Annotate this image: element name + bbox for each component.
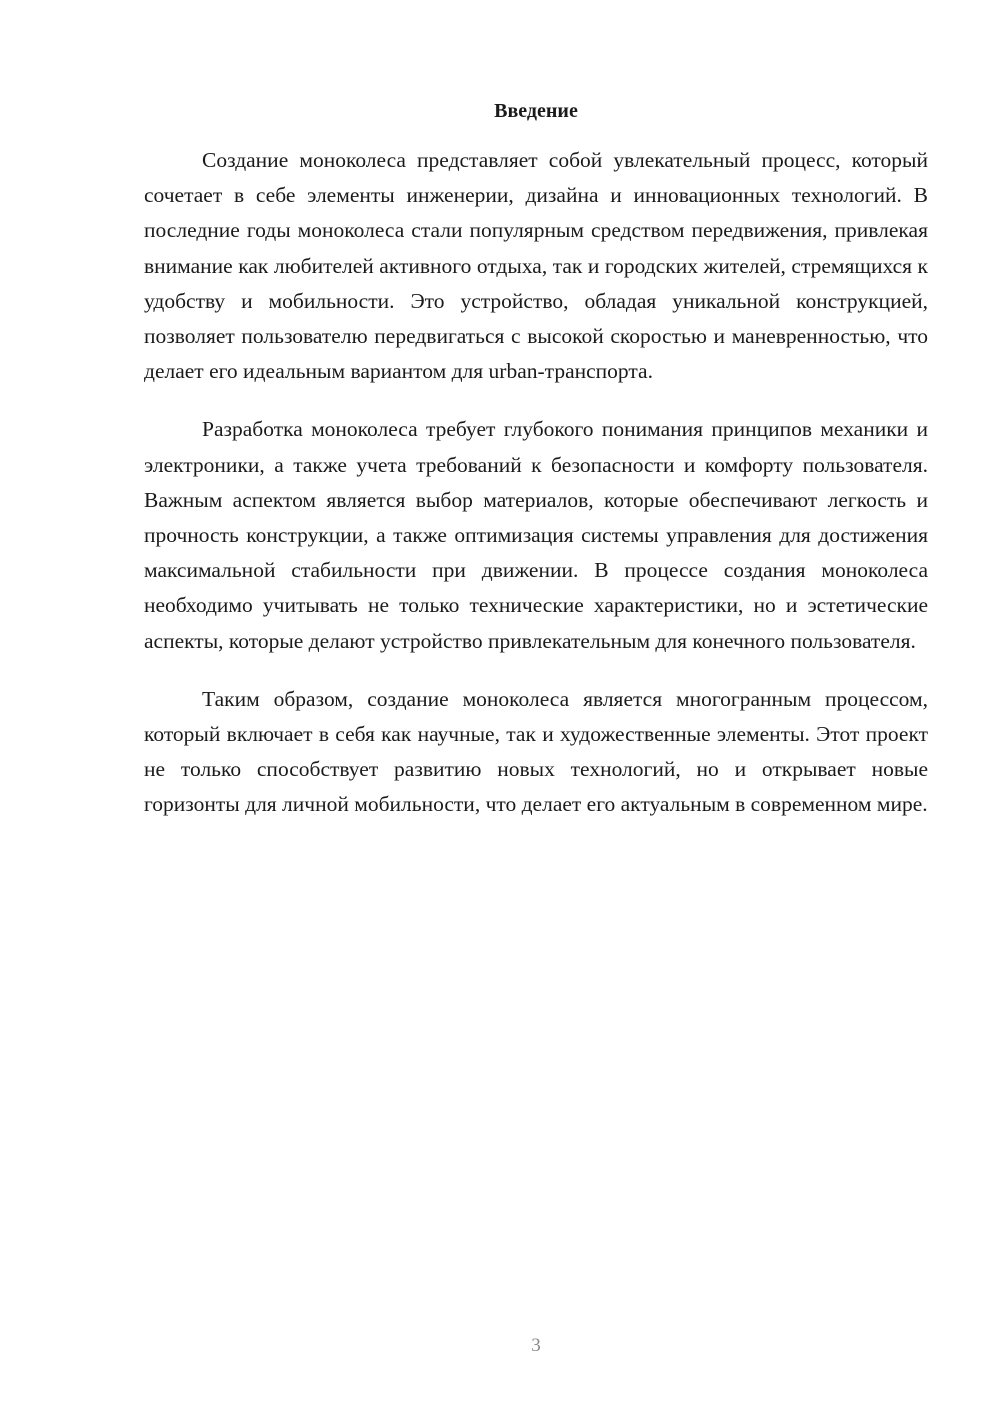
body-text (144, 143, 928, 846)
paragraph-1: Создание моноколеса представляет собой увлекательный процесс, который сочетает в себе элементы инженерии, дизайна и инновационных технологий. В последние годы моноколеса стали популярным средством передвижения, привлекая внимание как любителей активного отдыха, так и городских жителей, стремящихся к удобству и мобильности. Это устройство, обладая уникальной конструкцией, позволяет пользователю передвигаться с высокой скоростью и маневренностью, что делает его идеальным вариантом для urban-транспорта. (144, 148, 928, 384)
paragraph-2: Разработка моноколеса требует глубокого понимания принципов механики и электроники, а также учета требований к безопасности и комфорту пользователя. Важным аспектом является выбор материалов, которые обеспечивают легкость и прочность конструкции, а также оптимизация системы управления для достижения максимальной стабильности при движении. В процессе создания моноколеса необходимо учитывать не только технические характеристики, но и эстетические аспекты, которые делают устройство привлекательным для конечного пользователя. (144, 417, 928, 653)
paragraph-3: Таким образом, создание моноколеса является многогранным процессом, который включает в себя как научные, так и художественные элементы. Этот проект не только способствует развитию новых технологий, но и открывает новые горизонты для личной мобильности, что делает его актуальным в современном мире. (144, 686, 928, 817)
page-number: 3 (531, 1335, 541, 1356)
section-title: Введение (494, 100, 578, 122)
